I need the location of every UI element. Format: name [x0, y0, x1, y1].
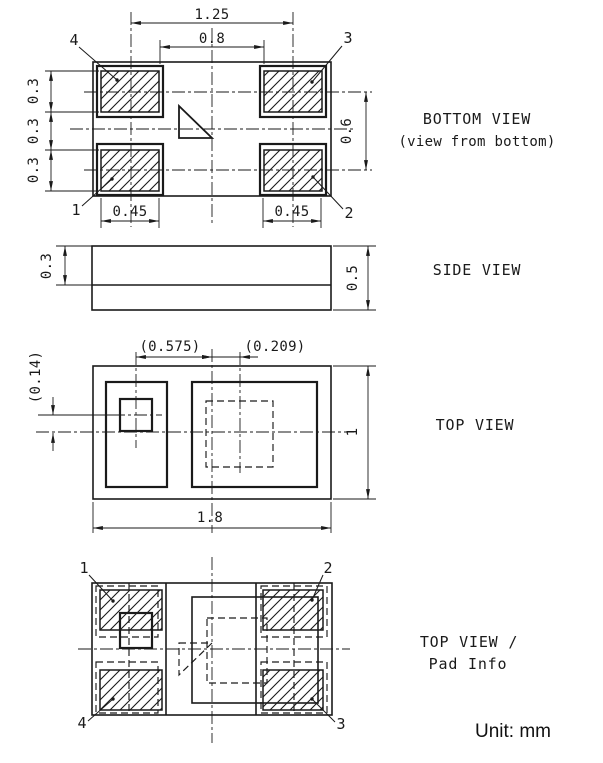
- pad-3-hatch: [263, 670, 323, 710]
- dim-text-offset-right: (0.209): [244, 339, 306, 355]
- leader-dot: [111, 697, 114, 700]
- pad-4-hatch: [101, 71, 159, 112]
- unit-note: Unit: mm: [475, 721, 551, 742]
- pad-1-hatch: [100, 590, 162, 630]
- dim-text-offset-left: (0.575): [139, 339, 201, 355]
- dim-text-width: 1.8: [196, 510, 224, 526]
- side-package-outline: [92, 246, 331, 310]
- dim-text-pad-gap-h: 0.8: [198, 31, 226, 47]
- dim-text-pad-pitch-h: 1.25: [194, 7, 230, 23]
- pin-label-3: 3: [336, 715, 346, 733]
- pad-view-title-line2: Pad Info: [428, 655, 508, 673]
- bottom-pads-hatched: [101, 71, 322, 191]
- leader-dot: [111, 599, 114, 602]
- side-view-title: SIDE VIEW: [432, 261, 522, 279]
- pad-hatched-pads: [100, 590, 323, 710]
- leader-dot: [310, 697, 313, 700]
- pad-1-hatch: [101, 150, 159, 191]
- pin-label-4: 4: [69, 31, 79, 49]
- top-dimensions: [28, 339, 376, 533]
- side-view-drawing: [39, 246, 521, 310]
- top-left-cavity: [106, 382, 167, 487]
- top-hidden-die-square: [206, 401, 273, 467]
- bottom-pin-labels: [69, 29, 353, 222]
- bottom-view-subtitle: (view from bottom): [398, 134, 556, 150]
- pin-label-2: 2: [323, 559, 333, 577]
- pad-3-hatch: [264, 71, 322, 112]
- orientation-mark-triangle: [179, 106, 212, 138]
- top-centerlines: [36, 349, 354, 533]
- pin-label-3: 3: [343, 29, 353, 47]
- leader-line: [313, 177, 343, 209]
- dim-text-total-height: 0.5: [345, 264, 361, 292]
- dim-text-pad-pitch-v: 0.6: [339, 117, 355, 145]
- pin-label-4: 4: [77, 714, 87, 732]
- dim-text-lid-height: 0.3: [39, 252, 55, 280]
- leader-dot: [310, 598, 313, 601]
- dim-text-pad-w-left: 0.45: [112, 204, 148, 220]
- pad-4-hatch: [100, 670, 162, 710]
- leader-dot: [110, 177, 113, 180]
- pad-2-hatch: [264, 150, 322, 191]
- leader-dot: [115, 78, 118, 81]
- dim-text-pad-w-right: 0.45: [274, 204, 310, 220]
- top-view-drawing: [28, 339, 514, 533]
- leader-dot: [310, 80, 313, 83]
- dim-text-pad-h-bottom: 0.3: [26, 156, 42, 184]
- pad-view-title-line1: TOP VIEW /: [419, 633, 519, 651]
- pin-label-1: 1: [79, 559, 89, 577]
- top-right-cavity: [192, 382, 317, 487]
- top-view-title: TOP VIEW: [435, 416, 515, 434]
- pin-label-2: 2: [344, 204, 354, 222]
- dim-text-offset-vert: (0.14): [28, 350, 44, 404]
- dim-text-pad-h-top: 0.3: [26, 77, 42, 105]
- dim-text-pad-gap-v: 0.3: [26, 117, 42, 145]
- dim-text-height: 1: [345, 427, 361, 437]
- pad-info-drawing: [77, 557, 518, 743]
- bottom-view-title: BOTTOM VIEW: [422, 110, 532, 128]
- leader-dot: [311, 175, 314, 178]
- pad-hidden-die-square: [207, 618, 267, 683]
- bottom-view-drawing: [26, 7, 556, 228]
- pin-label-1: 1: [71, 201, 81, 219]
